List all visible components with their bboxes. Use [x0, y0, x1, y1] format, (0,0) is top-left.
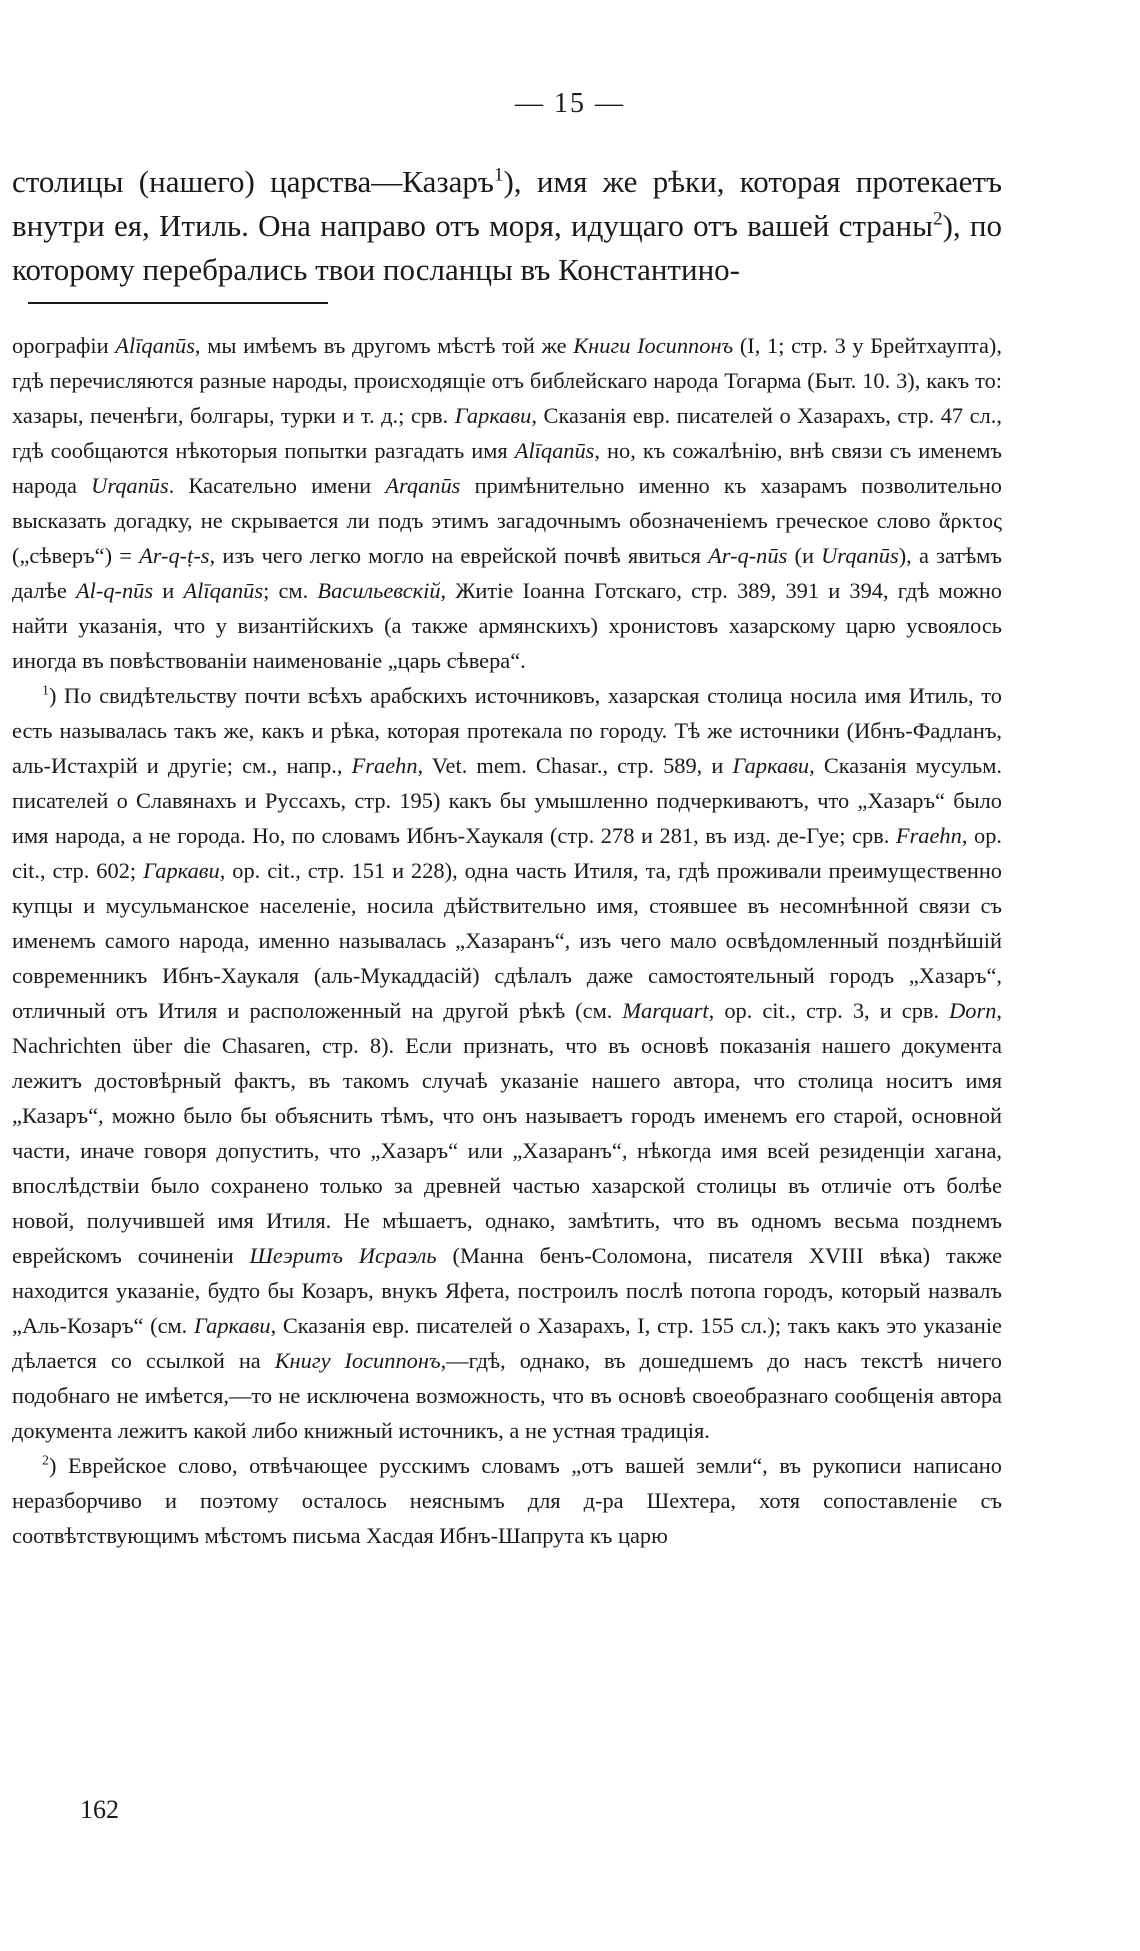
italic-term: Alīqanūs	[514, 438, 595, 463]
footnote-1	[12, 678, 1002, 1448]
text-run: орографіи	[12, 333, 116, 358]
italic-term: Ar-q-ṭ-s	[139, 543, 210, 568]
text-run: , Сказанія евр. писателей о Хазарахъ, стр. 47 сл., гдѣ сообщаются нѣкоторыя попытки разгадать имя	[12, 403, 1002, 463]
text-run: („сѣверъ“) =	[12, 543, 140, 568]
text-run: , Житіе Іоанна Готскаго, стр. 389, 391 и 394, гдѣ можно найти указанія, что у византійскихъ (а также армянскихъ) хронистовъ хазарскому царю усвоялось иногда въ повѣствованіи наименованіе „царь сѣвера“.	[12, 578, 1003, 673]
footnote-2	[12, 1448, 1002, 1553]
italic-author: Marquart	[622, 998, 709, 1023]
italic-title: Шеэритъ Исраэль	[249, 1243, 437, 1268]
footnote-rule	[28, 302, 328, 304]
text-run: ,—гдѣ, однако, въ дошедшемъ до насъ текстѣ ничего подобнаго не имѣется,—то не исключена возможность, что въ основѣ своеобразнаго сообщенія автора документа лежитъ какой либо книжный источникъ, а не устная традиція.	[12, 1348, 1003, 1443]
text-run: ; см.	[263, 578, 318, 603]
greek-word: ἄρκτος	[938, 508, 1002, 533]
italic-author: Fraehn	[895, 823, 962, 848]
italic-term: Arqanūs	[385, 473, 461, 498]
main-text	[12, 160, 1002, 292]
text-run: , op. cit., стр. 151 и 228), одна часть Итиля, та, гдѣ проживали преимущественно купцы и мусульманское населеніе, носила дѣйствительно имя, стоявшее въ несомнѣнной связи съ именемъ самого народа, именно называлась „Хазаранъ“, изъ чего мало освѣдомленный позднѣйшій современникъ Ибнъ-Хаукаля (аль-Мукаддасій) сдѣлалъ даже самостоятельный городъ „Хазаръ“, отличный отъ Итиля и расположенный на другой рѣкѣ (см.	[12, 858, 1002, 1023]
italic-author: Dorn	[949, 998, 997, 1023]
text-run: (I, 1; стр. 3 у Брейтхаупта), гдѣ перечисляются разные народы, происходящіе отъ библейскаго народа Тогарма (Быт. 10. 3), какъ то: хазары, печенѣги, болгары, турки и т. д.; срв.	[12, 333, 1002, 428]
italic-author: Гаркави	[454, 403, 532, 428]
italic-author: Гаркави	[193, 1313, 271, 1338]
italic-author: Fraehn	[351, 753, 418, 778]
italic-author: Гаркави	[732, 753, 810, 778]
footnote-continuation	[12, 328, 1002, 678]
main-text-part-1: столицы (нашего) царства—Казаръ	[12, 164, 494, 199]
text-run: (Манна бенъ-Соломона, писателя XVIII вѣка) также находится указаніе, будто бы Козаръ, внукъ Яфета, построилъ послѣ потопа городъ, который назвалъ „Аль-Козаръ“ (см.	[12, 1243, 1003, 1338]
text-run: , Vet. mem. Chasar., стр. 589, и	[417, 753, 733, 778]
signature-mark: 162	[80, 1795, 119, 1824]
footnote-marker-1: 1	[42, 683, 49, 699]
footnote-marker-2: 2	[42, 1453, 49, 1469]
text-run: , op. cit., стр. 3, и срв.	[708, 998, 950, 1023]
text-run: примѣнительно именно къ хазарамъ позволительно высказать догадку, не скрывается ли подъ этимъ загадочнымъ обозначеніемъ греческое слово	[12, 473, 1002, 533]
text-run: (и	[787, 543, 822, 568]
text-run: ) Еврейское слово, отвѣчающее русскимъ словамъ „отъ вашей земли“, въ рукописи написано неразборчиво и поэтому осталось неяснымъ для д-ра Шехтера, хотя сопоставленіе съ соотвѣтствующимъ мѣстомъ письма Хасдая Ибнъ-Шапрута къ царю	[12, 1453, 1002, 1548]
italic-author: Васильевскій	[317, 578, 441, 603]
text-run: , Сказанія евр. писателей о Хазарахъ, I, стр. 155 сл.); такъ какъ это указаніе дѣлается со ссылкой на	[12, 1313, 1002, 1373]
italic-term: Alīqanūs	[183, 578, 264, 603]
page-number: — 15 —	[515, 88, 625, 119]
italic-title: Книгу Іосиппонъ	[274, 1348, 441, 1373]
text-run: , Сказанія мусульм. писателей о Славянахъ и Руссахъ, стр. 195) какъ бы умышленно подчеркиваютъ, что „Хазаръ“ было имя народа, а не города. Но, по словамъ Ибнъ-Хаукаля (стр. 278 и 281, въ изд. де-Гуе; срв.	[12, 753, 1003, 848]
italic-term: Urqanūs	[821, 543, 899, 568]
text-run: ) По свидѣтельству почти всѣхъ арабскихъ источниковъ, хазарская столица носила имя Итиль, то есть называлась такъ же, какъ и рѣка, которая протекала по городу. Тѣ же источники (Ибнъ-Фадланъ, аль-Истахрій и другіе; см., напр.,	[12, 683, 1002, 778]
footnote-ref-2: 2	[932, 208, 943, 230]
italic-term: Alīqanūs	[115, 333, 195, 358]
text-run: . Касательно имени	[168, 473, 386, 498]
text-run: , op. cit., стр. 602;	[12, 823, 1002, 883]
italic-term: Urqanūs	[91, 473, 169, 498]
italic-title: Книги Іосиппонъ	[573, 333, 734, 358]
text-run: , но, къ сожалѣнію, внѣ связи съ именемъ народа	[12, 438, 1003, 498]
text-run: , Nachrichten über die Chasaren, стр. 8). Если признать, что въ основѣ показанія нашего документа лежитъ достовѣрный фактъ, въ такомъ случаѣ указаніе нашего автора, что столица носитъ имя „Казаръ“, можно было бы объяснить тѣмъ, что онъ называетъ городъ именемъ его старой, основной части, иначе говоря допустить, что „Хазаръ“ или „Хазаранъ“, нѣкогда имя всей резиденціи хагана, впослѣдствіи было сохранено только за древней частью хазарской столицы въ отличіе отъ болѣе новой, получившей имя Итиля. Не мѣшаетъ, однако, замѣтить, что въ одномъ весьма позднемъ еврейскомъ сочиненіи	[12, 998, 1003, 1268]
text-run: , мы имѣемъ въ другомъ мѣстѣ той же	[194, 333, 574, 358]
footnote-ref-1: 1	[493, 164, 504, 186]
footnotes	[12, 328, 1002, 1553]
text-run: , изъ чего легко могло на еврейской почвѣ явиться	[209, 543, 709, 568]
main-text-part-2: ), имя же рѣки, которая протекаетъ внутри ея, Итиль. Она направо отъ моря, идущаго отъ вашей страны	[12, 164, 1002, 243]
italic-author: Гаркави	[143, 858, 220, 883]
text-run: ), а затѣмъ далѣе	[12, 543, 1002, 603]
italic-term: Ar-q-nūs	[708, 543, 788, 568]
text-run: и	[153, 578, 184, 603]
italic-term: Al-q-nūs	[75, 578, 154, 603]
main-text-part-3: ), по которому перебрались твои посланцы въ Константино-	[12, 208, 1003, 287]
